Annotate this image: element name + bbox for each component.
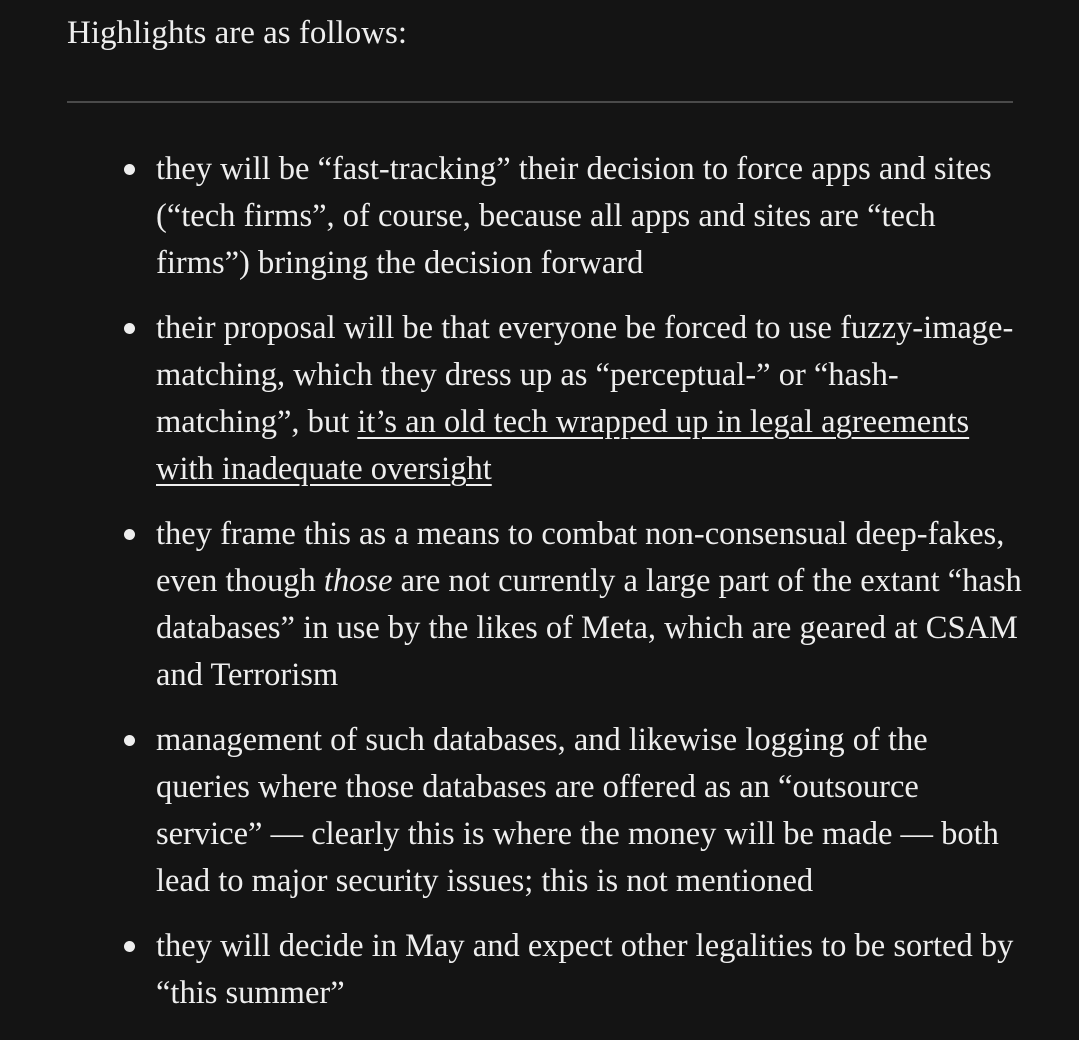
list-item-text: management of such databases, and likewise logging of the queries where those databases are offered as an “outsource service” — clearly this is where the money will be made — both lead to major security issues; this is not mentioned [156,722,999,899]
emphasized-text: those [323,563,393,599]
list-item [156,305,1026,493]
highlights-list [156,146,1026,1035]
list-item-text: are not currently a large part of the extant “hash databases” in use by the likes of Meta, which are geared at CSAM and Terrorism [156,563,1022,693]
list-item [156,511,1026,699]
section-divider [67,101,1013,103]
list-item-text: they frame this as a means to combat non-consensual deep-fakes, even though [156,516,1005,599]
intro-text: Highlights are as follows: [67,15,408,51]
list-item [156,146,1026,287]
list-item [156,717,1026,905]
list-item-text: they will decide in May and expect other legalities to be sorted by “this summer” [156,928,1014,1011]
inline-link[interactable]: it’s an old tech wrapped up in legal agreements with inadequate oversight [156,404,970,487]
list-item-text: they will be “fast-tracking” their decision to force apps and sites (“tech firms”, of course, because all apps and sites are “tech firms”) bringing the decision forward [156,151,992,281]
list-item-text: their proposal will be that everyone be forced to use fuzzy-image-matching, which they dress up as “perceptual-” or “hash-matching”, but [156,310,1014,440]
list-item [156,923,1026,1017]
